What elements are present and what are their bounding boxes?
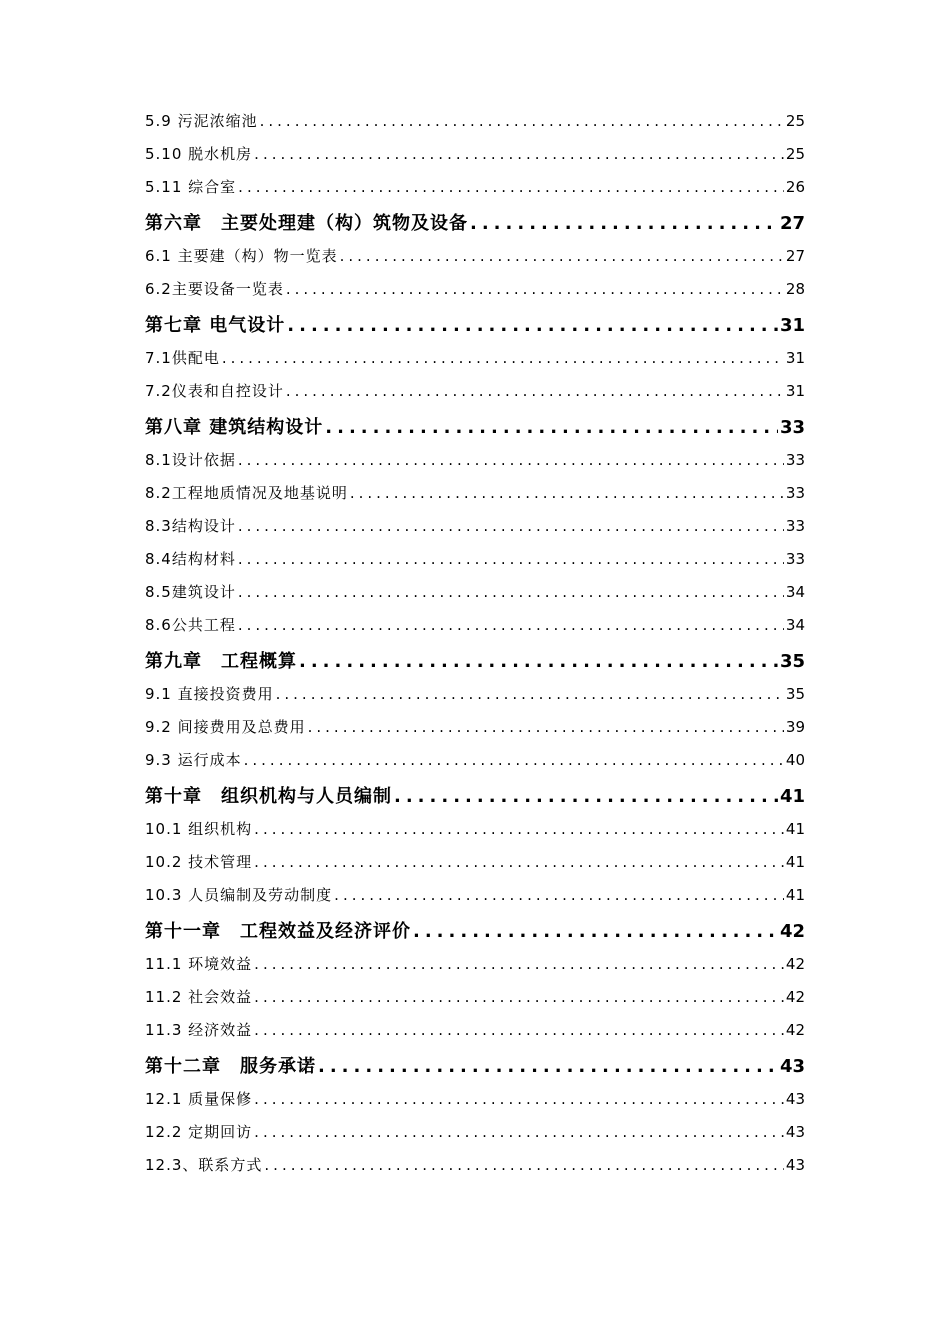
toc-entry-title: 10.1 组织机构 [145,820,253,838]
toc-section-entry[interactable] [145,1019,805,1052]
toc-entry-title: 第六章 主要处理建（构）筑物及设备 [145,213,468,234]
toc-section-entry[interactable] [145,614,805,647]
toc-page-number: 42 [785,988,805,1006]
toc-dot-leader [276,685,784,703]
toc-section-entry[interactable] [145,884,805,917]
toc-dot-leader [238,451,784,469]
toc-dot-leader [394,786,778,807]
toc-chapter-entry[interactable] [145,209,805,245]
toc-page-number: 42 [785,1021,805,1039]
toc-section-entry[interactable] [145,716,805,749]
toc-section-entry[interactable] [145,245,805,278]
toc-chapter-entry[interactable] [145,782,805,818]
toc-entry-title: 11.2 社会效益 [145,988,253,1006]
toc-dot-leader [254,853,784,871]
toc-section-entry[interactable] [145,347,805,380]
toc-entry-title: 7.2仪表和自控设计 [145,382,284,400]
toc-page-number: 35 [779,651,805,672]
toc-entry-title: 第十一章 工程效益及经济评价 [145,921,411,942]
toc-page-number: 43 [779,1056,805,1077]
toc-entry-title: 8.1设计依据 [145,451,236,469]
toc-section-entry[interactable] [145,548,805,581]
toc-page-number: 27 [779,213,805,234]
toc-page-number: 39 [785,718,805,736]
toc-entry-title: 11.3 经济效益 [145,1021,253,1039]
toc-entry-title: 8.2工程地质情况及地基说明 [145,484,348,502]
toc-section-entry[interactable] [145,953,805,986]
toc-entry-title: 11.1 环境效益 [145,955,253,973]
toc-section-entry[interactable] [145,749,805,782]
toc-dot-leader [254,955,784,973]
toc-section-entry[interactable] [145,581,805,614]
toc-dot-leader [238,517,784,535]
toc-chapter-entry[interactable] [145,413,805,449]
toc-entry-title: 9.3 运行成本 [145,751,242,769]
toc-entry-title: 12.1 质量保修 [145,1090,253,1108]
toc-page-number: 31 [785,382,805,400]
toc-dot-leader [254,820,784,838]
toc-dot-leader [470,213,778,234]
toc-dot-leader [286,280,784,298]
toc-dot-leader [413,921,778,942]
toc-entry-title: 第十二章 服务承诺 [145,1056,316,1077]
toc-section-entry[interactable] [145,515,805,548]
toc-page-number: 41 [785,886,805,904]
toc-page-number: 25 [785,112,805,130]
toc-page-number: 43 [785,1156,805,1174]
toc-dot-leader [254,1021,784,1039]
toc-dot-leader [238,616,784,634]
toc-section-entry[interactable] [145,278,805,311]
toc-dot-leader [299,651,778,672]
toc-chapter-entry[interactable] [145,647,805,683]
toc-section-entry[interactable] [145,110,805,143]
toc-entry-title: 6.2主要设备一览表 [145,280,284,298]
toc-entry-title: 第十章 组织机构与人员编制 [145,786,392,807]
toc-section-entry[interactable] [145,683,805,716]
toc-page-number: 35 [785,685,805,703]
toc-section-entry[interactable] [145,818,805,851]
toc-page-number: 28 [785,280,805,298]
toc-chapter-entry[interactable] [145,311,805,347]
toc-entry-title: 5.11 综合室 [145,178,237,196]
toc-dot-leader [238,550,784,568]
toc-page-number: 43 [785,1123,805,1141]
toc-page-number: 31 [779,315,805,336]
toc-entry-title: 12.2 定期回访 [145,1123,253,1141]
toc-entry-title: 第九章 工程概算 [145,651,297,672]
toc-entry-title: 8.6公共工程 [145,616,236,634]
toc-dot-leader [260,112,784,130]
toc-chapter-entry[interactable] [145,1052,805,1088]
toc-section-entry[interactable] [145,449,805,482]
toc-entry-title: 5.10 脱水机房 [145,145,253,163]
toc-dot-leader [244,751,784,769]
toc-page-number: 34 [785,583,805,601]
toc-entry-title: 12.3、联系方式 [145,1156,263,1174]
toc-page-number: 43 [785,1090,805,1108]
toc-entry-title: 9.1 直接投资费用 [145,685,274,703]
toc-entry-title: 10.3 人员编制及劳动制度 [145,886,333,904]
toc-page-number: 41 [779,786,805,807]
toc-page-number: 34 [785,616,805,634]
toc-dot-leader [238,583,784,601]
toc-dot-leader [334,886,784,904]
toc-section-entry[interactable] [145,1088,805,1121]
toc-dot-leader [308,718,784,736]
toc-dot-leader [254,1123,784,1141]
toc-dot-leader [287,315,778,336]
toc-page-number: 33 [785,517,805,535]
toc-dot-leader [238,178,784,196]
toc-page-number: 33 [785,550,805,568]
toc-page-number: 27 [785,247,805,265]
toc-section-entry[interactable] [145,986,805,1019]
toc-page-number: 41 [785,853,805,871]
toc-dot-leader [254,145,784,163]
toc-page-number: 42 [779,921,805,942]
toc-section-entry[interactable] [145,1121,805,1154]
toc-page-number: 41 [785,820,805,838]
toc-entry-title: 10.2 技术管理 [145,853,253,871]
toc-entry-title: 第七章 电气设计 [145,315,286,336]
toc-dot-leader [254,988,784,1006]
toc-page-number: 33 [785,451,805,469]
toc-entry-title: 6.1 主要建（构）物一览表 [145,247,338,265]
toc-page-number: 42 [785,955,805,973]
toc-dot-leader [286,382,784,400]
toc-section-entry[interactable] [145,143,805,176]
toc-entry-title: 8.4结构材料 [145,550,236,568]
toc-page-number: 26 [785,178,805,196]
toc-chapter-entry[interactable] [145,917,805,953]
toc-page-number: 25 [785,145,805,163]
toc-page-number: 33 [779,417,805,438]
toc-entry-title: 第八章 建筑结构设计 [145,417,324,438]
toc-entry-title: 5.9 污泥浓缩池 [145,112,258,130]
toc-section-entry[interactable] [145,482,805,515]
toc-dot-leader [350,484,784,502]
toc-page-number: 40 [785,751,805,769]
toc-page-number: 31 [785,349,805,367]
toc-dot-leader [325,417,778,438]
toc-page-number: 33 [785,484,805,502]
toc-entry-title: 9.2 间接费用及总费用 [145,718,306,736]
toc-entry-title: 8.3结构设计 [145,517,236,535]
toc-section-entry[interactable] [145,851,805,884]
toc-dot-leader [254,1090,784,1108]
toc-dot-leader [264,1156,784,1174]
toc-section-entry[interactable] [145,1154,805,1187]
table-of-contents [145,110,805,1187]
toc-dot-leader [222,349,784,367]
toc-dot-leader [340,247,784,265]
toc-dot-leader [318,1056,778,1077]
toc-entry-title: 7.1供配电 [145,349,220,367]
toc-entry-title: 8.5建筑设计 [145,583,236,601]
toc-section-entry[interactable] [145,380,805,413]
toc-section-entry[interactable] [145,176,805,209]
